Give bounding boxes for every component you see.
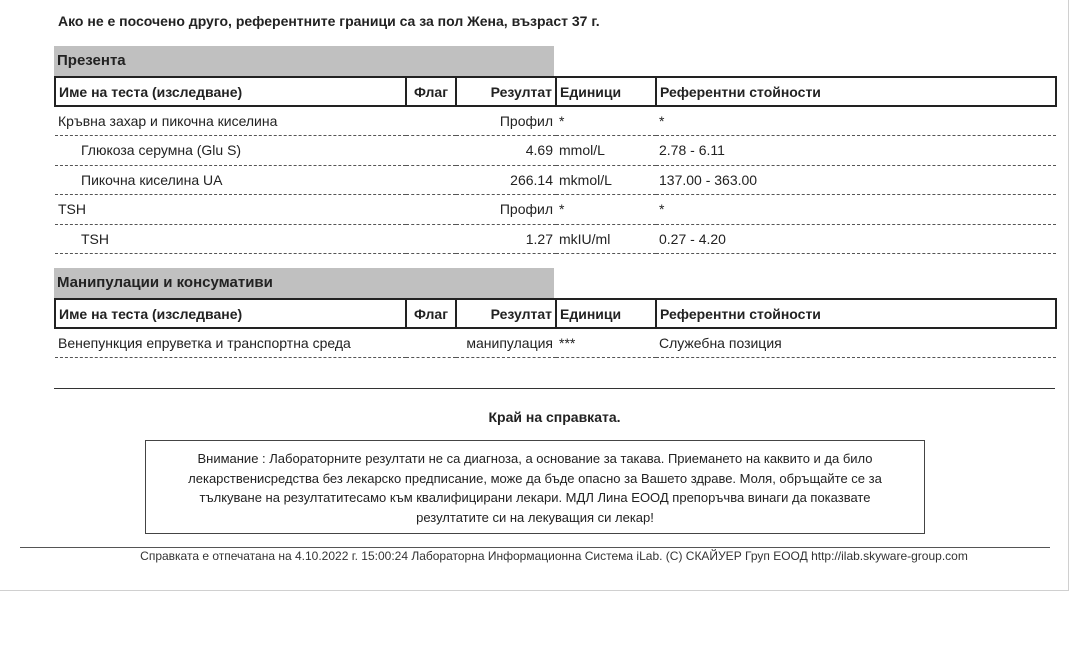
test-reference: 137.00 - 363.00 [656, 165, 1056, 195]
test-units: * [556, 195, 656, 225]
header-result: Резултат [456, 299, 556, 328]
test-result: Профил [456, 195, 556, 225]
test-result: манипулация [456, 328, 556, 358]
test-flag [406, 195, 456, 225]
header-test-name: Име на теста (изследване) [55, 77, 406, 106]
test-units: mkmol/L [556, 165, 656, 195]
header-result: Резултат [456, 77, 556, 106]
end-divider [54, 388, 1055, 389]
header-flag: Флаг [406, 299, 456, 328]
header-test-name: Име на теста (изследване) [55, 299, 406, 328]
header-flag: Флаг [406, 77, 456, 106]
test-name: Венепункция епруветка и транспортна среда [55, 328, 406, 358]
test-result: Профил [456, 106, 556, 136]
section-title-manipulations: Манипулации и консумативи [54, 268, 554, 298]
table-row [55, 195, 1056, 225]
table-header-row [55, 77, 1056, 106]
end-of-report-text: Край на справката. [488, 409, 621, 425]
test-units: mkIU/ml [556, 224, 656, 254]
table-row [55, 224, 1056, 254]
test-name: TSH [55, 224, 406, 254]
test-flag [406, 106, 456, 136]
test-result: 4.69 [456, 136, 556, 166]
test-reference: * [656, 106, 1056, 136]
test-name: TSH [55, 195, 406, 225]
test-reference: 2.78 - 6.11 [656, 136, 1056, 166]
test-units: *** [556, 328, 656, 358]
test-reference: * [656, 195, 1056, 225]
test-name: Пикочна киселина UA [55, 165, 406, 195]
test-name: Кръвна захар и пикочна киселина [55, 106, 406, 136]
test-flag [406, 165, 456, 195]
results-table-presenta [54, 76, 1057, 254]
test-flag [406, 224, 456, 254]
header-units: Единици [556, 77, 656, 106]
header-reference: Референтни стойности [656, 77, 1056, 106]
header-units: Единици [556, 299, 656, 328]
reference-intro-text: Ако не е посочено друго, референтните граници са за пол Жена, възраст 37 г. [58, 13, 600, 29]
results-table-manipulations [54, 298, 1057, 358]
table-row [55, 136, 1056, 166]
test-result: 266.14 [456, 165, 556, 195]
table-row [55, 328, 1056, 358]
warning-text: Внимание : Лабораторните резултати не са диагноза, а основание за такава. Приемането на каквито и да било лекарственисредства без лекарско предписание, може да бъде опасно за Вашето здраве. Моля, обръщайте се за тълкуване на резултатитесамо към квалифицирани лекари. МДЛ Лина ЕООД препоръчва винаги да показвате резултатите си на лекуващия си лекар! [188, 451, 882, 525]
test-flag [406, 136, 456, 166]
test-units: * [556, 106, 656, 136]
footer-divider [20, 547, 1050, 548]
test-result: 1.27 [456, 224, 556, 254]
test-reference: 0.27 - 4.20 [656, 224, 1056, 254]
warning-box [145, 440, 925, 534]
section-title-presenta: Презента [54, 46, 554, 76]
test-name: Глюкоза серумна (Glu S) [55, 136, 406, 166]
table-row [55, 106, 1056, 136]
table-header-row [55, 299, 1056, 328]
footer-text: Справката е отпечатана на 4.10.2022 г. 15:00:24 Лабораторна Информационна Система iLab. (С) СКАЙУЕР Груп ЕООД http://ilab.skyware-group.com [140, 549, 968, 563]
test-units: mmol/L [556, 136, 656, 166]
header-reference: Референтни стойности [656, 299, 1056, 328]
test-flag [406, 328, 456, 358]
test-reference: Служебна позиция [656, 328, 1056, 358]
table-row [55, 165, 1056, 195]
